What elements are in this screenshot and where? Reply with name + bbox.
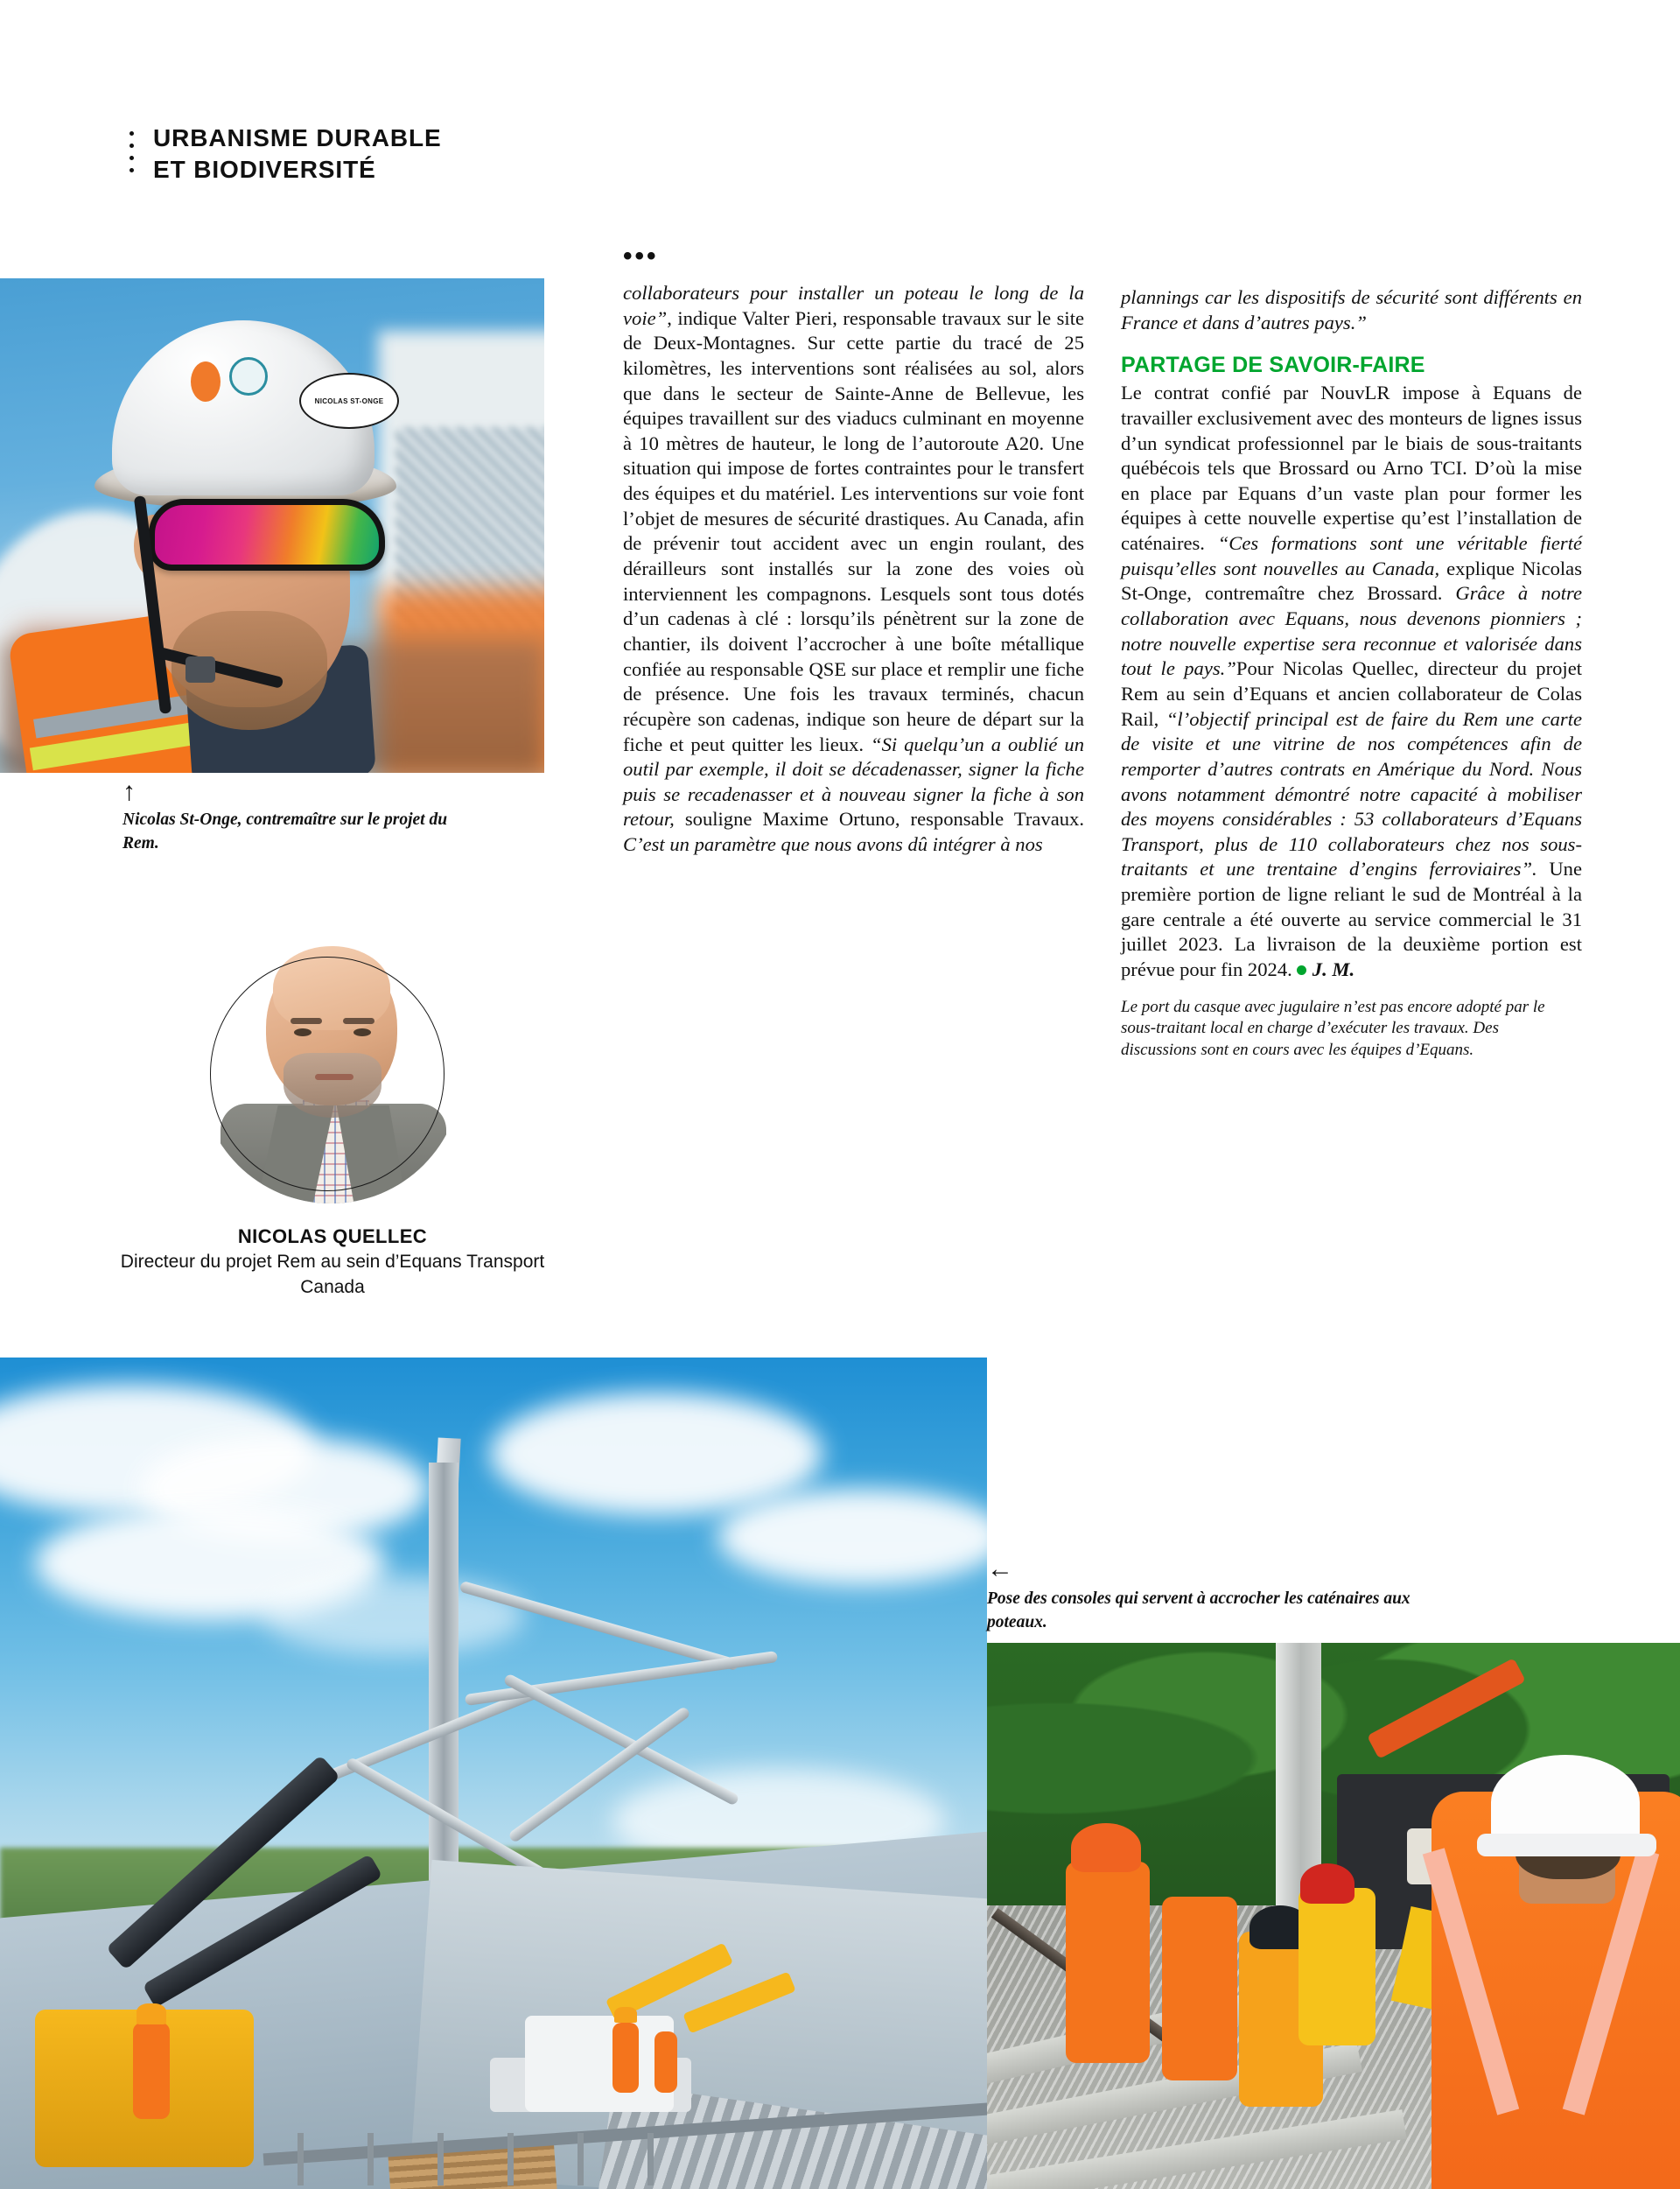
subheading-partage-de-savoir-faire: PARTAGE DE SAVOIR-FAIRE	[1121, 353, 1425, 378]
col2-quote3: “l’objectif principal est de faire du Rem une carte de visite et une vitrine de nos compétences afin de remporter d’autres contrats en Amérique du Nord. Nous avons notamment démontré notre capacité à mobiliser des moyens considérables : 53 collaborateurs d’Equans Transport, plus de 110 collaborateurs chez nos sous-traitants et une trentaine d’engins ferroviaires”.	[1121, 707, 1582, 881]
arrow-up-icon: ↑	[122, 777, 136, 806]
col2-p3: Une première portion de ligne reliant le sud de Montréal à la gare centrale a été ouverte au service commercial le 31 juillet 2023. La livraison de la deuxième portion est prévue pour fin 2024.	[1121, 858, 1582, 981]
article-column-2	[1121, 285, 1582, 1062]
col1-attrib-ortuno: souligne Maxime Ortuno, responsable Travaux.	[674, 808, 1084, 831]
caption-photo-console	[987, 1556, 1442, 1634]
section-header	[130, 123, 442, 186]
page-title	[153, 123, 442, 186]
caption-portrait-role: Directeur du projet Rem au sein d’Equans Transport Canada	[120, 1252, 545, 1297]
col1-quote-ortuno: “Si quelqu’un a oublié un outil par exemple, il doit se décadenasser, signer la fiche puis se recadenasser et à nouveau signer la fiche à son retour,	[623, 733, 1084, 831]
col1-roman-run: , indique Valter Pieri, responsable travaux sur le site de Deux-Montagnes. Sur cette partie du tracé de 25 kilomètres, les interventions sont réalisées au sol, alors que dans le secteur de Sainte-Anne de Bellevue, les équipes travaillent sur des viaducs culminant en moyenne à 10 mètres de hauteur, le long de l’autoroute A20. Une situation qui impose de fortes contraintes pour le transfert des équipes et du matériel. Les interventions sur voie font l’objet de mesures de sécurité drastiques. Au Canada, afin de prévenir tout accident avec un engin roulant, des dérailleurs sont installés sur la zone des voies où interviennent les compagnons. Lesquels sont tous dotés d’un cadenas à clé : lorsqu’ils pénètrent sur la zone de chantier, ils doivent l’accrocher à une boîte métallique confiée au responsable QSE sur place et remplir une fiche de présence. Une fois les travaux terminés, chacun récupère son cadenas, indique son heure de départ sur la fiche et peut quitter les lieux.	[623, 306, 1084, 755]
caption-photo-worker	[122, 779, 455, 855]
caption-photo-worker-text: Nicolas St-Onge, contremaître sur le projet du Rem.	[122, 810, 448, 852]
col2-p2: Pour Nicolas Quellec, directeur du projet Rem au sein d’Equans et ancien collaborateur de Colas Rail,	[1121, 657, 1582, 730]
col2-p1: Le contrat confié par NouvLR impose à Equans de travailler exclusivement avec des monteurs de lignes issus d’un syndicat professionnel par le biais de sous-traitants québécois tels que Brossard ou Arno TCI. D’où la mise en place par Equans d’un vaste plan pour former les équipes à cette nouvelle expertise qu’est l’installation de caténaires.	[1121, 382, 1582, 555]
page-title-line1: URBANISME DURABLE	[153, 124, 442, 151]
end-of-article-dot-icon	[1297, 965, 1306, 975]
arrow-left-icon: ←	[987, 1554, 1013, 1583]
article-column-2-body	[1121, 381, 1582, 982]
col2-quote1: “Ces formations sont une véritable fierté puisqu’elles sont nouvelles au Canada,	[1121, 532, 1583, 579]
photo-mast-installation	[0, 1358, 987, 2189]
avatar-ring	[210, 957, 444, 1191]
article-footnote: Le port du casque avec jugulaire n’est pas encore adopté par le sous-traitant local en charge d’exécuter les travaux. Des discussions sont en cours avec les équipes d’Equans.	[1121, 997, 1545, 1060]
col1-lead-italic: collaborateurs pour installer un poteau le long de la voie”	[623, 282, 1084, 329]
vertical-dots-marker-icon	[130, 123, 134, 172]
helmet-sticker-label: NICOLAS ST-ONGE	[299, 373, 399, 429]
article-column-1-body	[623, 281, 1084, 858]
caption-photo-console-text: Pose des consoles qui servent à accrocher les caténaires aux poteaux.	[987, 1589, 1410, 1631]
col2-quote2: Grâce à notre collaboration avec Equans, nous devenons pionniers ; notre nouvelle expertise sera reconnue et valorisée dans tout le pays.”	[1121, 582, 1582, 680]
col1-quote-bridge: C’est un paramètre que nous avons dû intégrer à nos	[623, 833, 1043, 856]
page-title-line2: ET BIODIVERSITÉ	[153, 155, 376, 183]
avatar-nicolas-quellec	[200, 941, 462, 1203]
continuation-marker: •••	[623, 242, 659, 270]
caption-portrait-name: NICOLAS QUELLEC	[237, 1225, 428, 1247]
article-column-1	[623, 242, 1084, 858]
col2-quote-open: plannings car les dispositifs de sécurité sont différents en France et dans d’autres pays.”	[1121, 286, 1582, 333]
col2-attrib1: explique Nicolas St-Onge, contremaître chez Brossard.	[1121, 557, 1582, 605]
photo-rail-crew	[987, 1643, 1680, 2189]
photo-worker-st-onge	[0, 278, 544, 773]
article-signature: J. M.	[1312, 958, 1355, 981]
caption-portrait	[105, 1225, 560, 1300]
